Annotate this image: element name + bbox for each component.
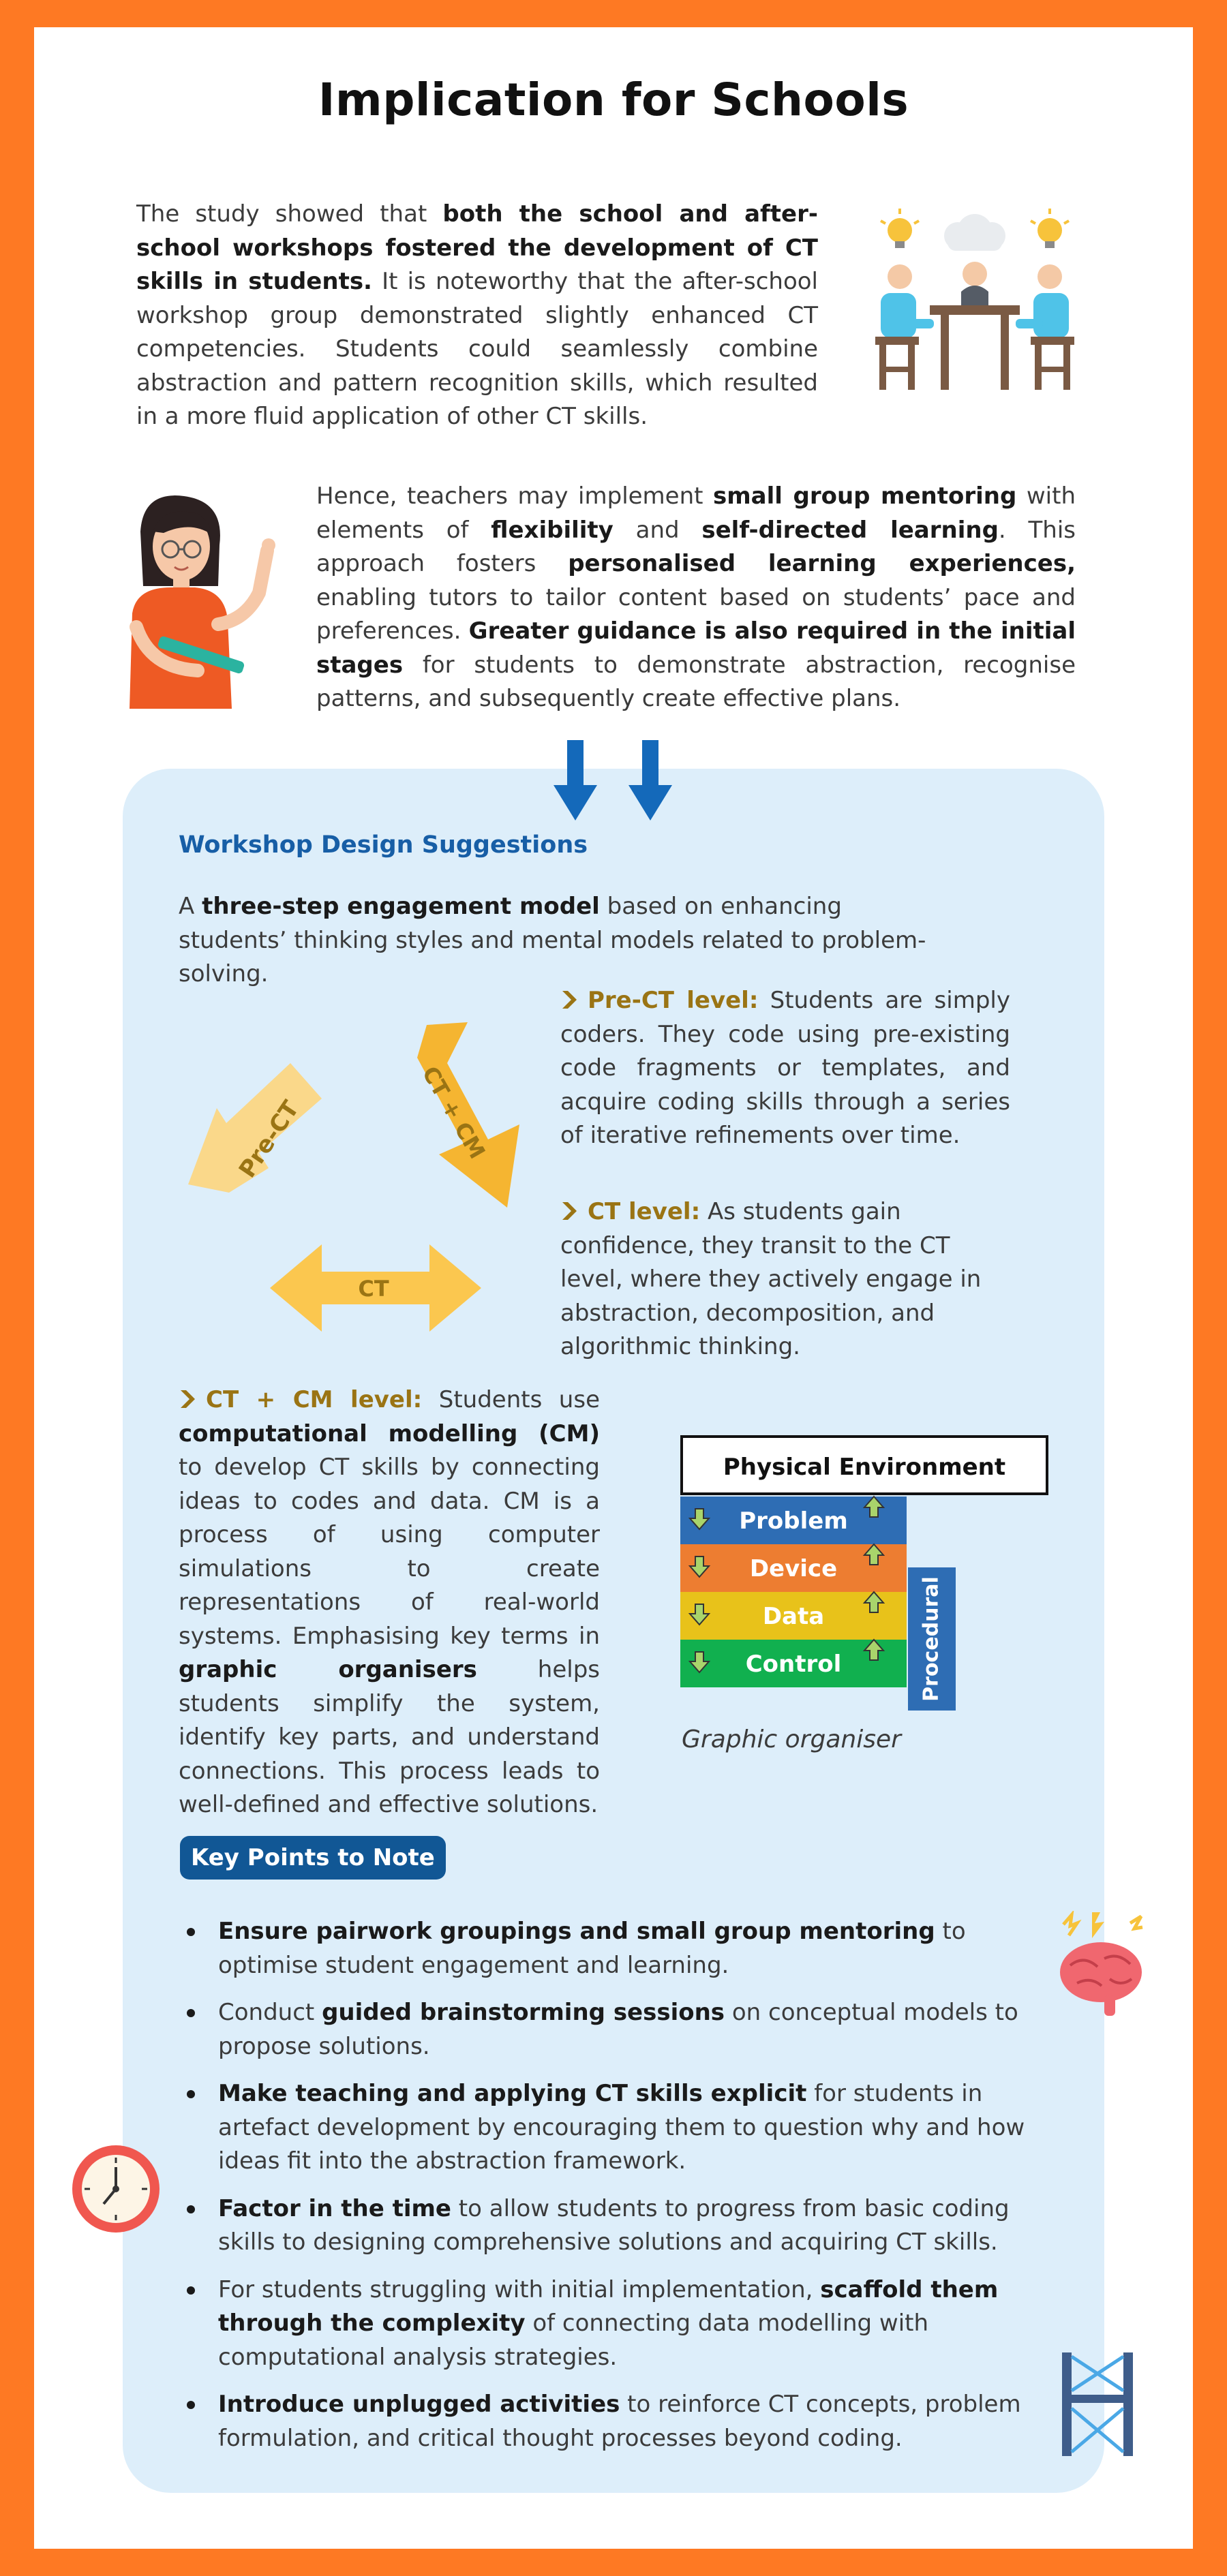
- down-arrow-icon: [554, 740, 597, 821]
- intro-paragraph: [136, 198, 818, 434]
- text-bold: flexibility: [491, 516, 614, 544]
- down-arrow-icon: [628, 740, 672, 821]
- text-run: and: [613, 516, 702, 544]
- list-item: [179, 1996, 1058, 2064]
- text-run: A: [179, 893, 202, 920]
- graphic-organiser-caption: Graphic organiser: [682, 1726, 901, 1753]
- ct-cm-level-text: [179, 1383, 600, 1822]
- list-item: [179, 2273, 1058, 2375]
- text-run: for students to demonstrate abstraction, recognise patterns, and subsequently create effective plans.: [316, 651, 1076, 712]
- brain-icon: [1050, 1911, 1152, 2020]
- text-bold: Make teaching and applying CT skills explicit: [218, 2080, 807, 2107]
- text-bold: Introduce unplugged activities: [218, 2391, 620, 2418]
- text-bold: computational modelling (CM): [179, 1420, 600, 1447]
- infographic-sheet: [34, 27, 1193, 2549]
- cycle-label-ct-cm: CT + CM: [416, 1062, 491, 1163]
- workshop-intro: [179, 890, 956, 992]
- teacher-paragraph: [316, 480, 1076, 716]
- thought-cloud: [944, 214, 1005, 251]
- clock-icon: [70, 2143, 162, 2235]
- procedural-label: Procedural: [919, 1576, 943, 1702]
- chevron-right-icon: [179, 1389, 196, 1409]
- text-run: to reinforce CT concepts, problem formulation, and critical thought processes beyond coding.: [218, 2391, 1021, 2452]
- down-arrows: [554, 740, 679, 825]
- text-run: to optimise student engagement and learning.: [218, 1918, 966, 1979]
- text-run: It is noteworthy that the after-school workshop group demonstrated slightly enhanced CT competencies. Students could seamlessly combine abstraction and pattern recognition skills, which resulted in a more fluid application of other CT skills.: [136, 268, 818, 430]
- text-run: As students gain confidence, they transit to the CT level, where they actively engage in abstraction, decomposition, and algorithmic thinking.: [560, 1198, 982, 1360]
- text-run: Students are simply coders. They code using pre-existing code fragments or templates, and acquire coding skills through a series of iterative refinements over time.: [560, 987, 1010, 1149]
- graphic-organiser: [680, 1435, 1062, 1724]
- text-run: enabling tutors to tailor content based on students’ pace and preferences.: [316, 583, 1076, 645]
- text-bold: self-directed learning: [701, 516, 999, 544]
- text-run: with elements of: [316, 482, 1076, 544]
- layer-label: Device: [749, 1555, 838, 1582]
- level-label: CT + CM level:: [206, 1386, 423, 1413]
- layer-label: Problem: [739, 1507, 848, 1535]
- text-bold: scaffold them through the complexity: [218, 2275, 999, 2337]
- meeting-table-icon: [873, 203, 1077, 428]
- text-bold: personalised learning experiences,: [568, 550, 1076, 577]
- text-run: of connecting data modelling with computational analysis strategies.: [218, 2310, 929, 2371]
- text-bold: Factor in the time: [218, 2194, 451, 2222]
- text-bold: Greater guidance is also required in the initial stages: [316, 617, 1076, 679]
- key-points-list: [179, 1915, 1058, 2469]
- key-points-badge: Key Points to Note: [180, 1836, 446, 1880]
- cycle-label-pre-ct: Pre-CT: [233, 1096, 305, 1183]
- ladder-icon: [1050, 2350, 1145, 2459]
- chevron-right-icon: [560, 1201, 578, 1221]
- text-run: Conduct: [218, 1999, 322, 2026]
- layer-label: Data: [762, 1603, 825, 1630]
- list-item: [179, 1915, 1058, 1982]
- text-run: For students struggling with initial implementation,: [218, 2275, 821, 2303]
- layer-label: Control: [745, 1651, 842, 1678]
- text-run: The study showed that: [136, 200, 443, 228]
- level-label: Pre-CT level:: [588, 987, 759, 1014]
- teacher-illustration: [116, 491, 293, 716]
- text-run: Students use: [422, 1386, 600, 1413]
- text-bold: three-step engagement model: [202, 893, 600, 920]
- text-run: for students in artefact development by encouraging them to question why and how ideas fit into the abstraction framework.: [218, 2080, 1025, 2175]
- text-bold: Ensure pairwork groupings and small group mentoring: [218, 1918, 935, 1945]
- text-bold: both the school and after-school workshops fostered the development of CT skills in students.: [136, 200, 818, 295]
- lightbulb-right: [1031, 209, 1069, 248]
- text-run: to develop CT skills by connecting ideas to codes and data. CM is a process of using computer simulations to create representations of real-world systems. Emphasising key terms in: [179, 1454, 600, 1650]
- text-bold: guided brainstorming sessions: [322, 1999, 725, 2026]
- level-label: CT level:: [588, 1198, 701, 1225]
- pre-ct-level-text: [560, 984, 1010, 1153]
- page-title: Implication for Schools: [318, 74, 909, 126]
- text-run: based on enhancing students’ thinking styles and mental models related to problem-solving.: [179, 893, 926, 987]
- ct-level-text: [560, 1195, 1010, 1364]
- text-run: Hence, teachers may implement: [316, 482, 714, 510]
- cycle-label-ct: CT: [358, 1276, 389, 1302]
- text-bold: small group mentoring: [713, 482, 1017, 510]
- workshop-heading: Workshop Design Suggestions: [179, 831, 588, 859]
- list-item: [179, 2388, 1058, 2455]
- text-run: on conceptual models to propose solutions.: [218, 1999, 1018, 2060]
- list-item: [179, 2077, 1058, 2179]
- text-run: helps students simplify the system, identify key parts, and understand connections. This process leads to well-defined and effective solutions.: [179, 1656, 600, 1818]
- engagement-cycle-diagram: [188, 1022, 543, 1349]
- text-run: to allow students to progress from basic coding skills to designing comprehensive solutions and acquiring CT skills.: [218, 2194, 1010, 2256]
- text-bold: graphic organisers: [179, 1656, 477, 1683]
- lightbulb-left: [881, 209, 919, 248]
- list-item: [179, 2192, 1058, 2260]
- text-run: . This approach fosters: [316, 516, 1076, 577]
- physical-environment-label: Physical Environment: [723, 1454, 1006, 1481]
- chevron-right-icon: [560, 990, 578, 1010]
